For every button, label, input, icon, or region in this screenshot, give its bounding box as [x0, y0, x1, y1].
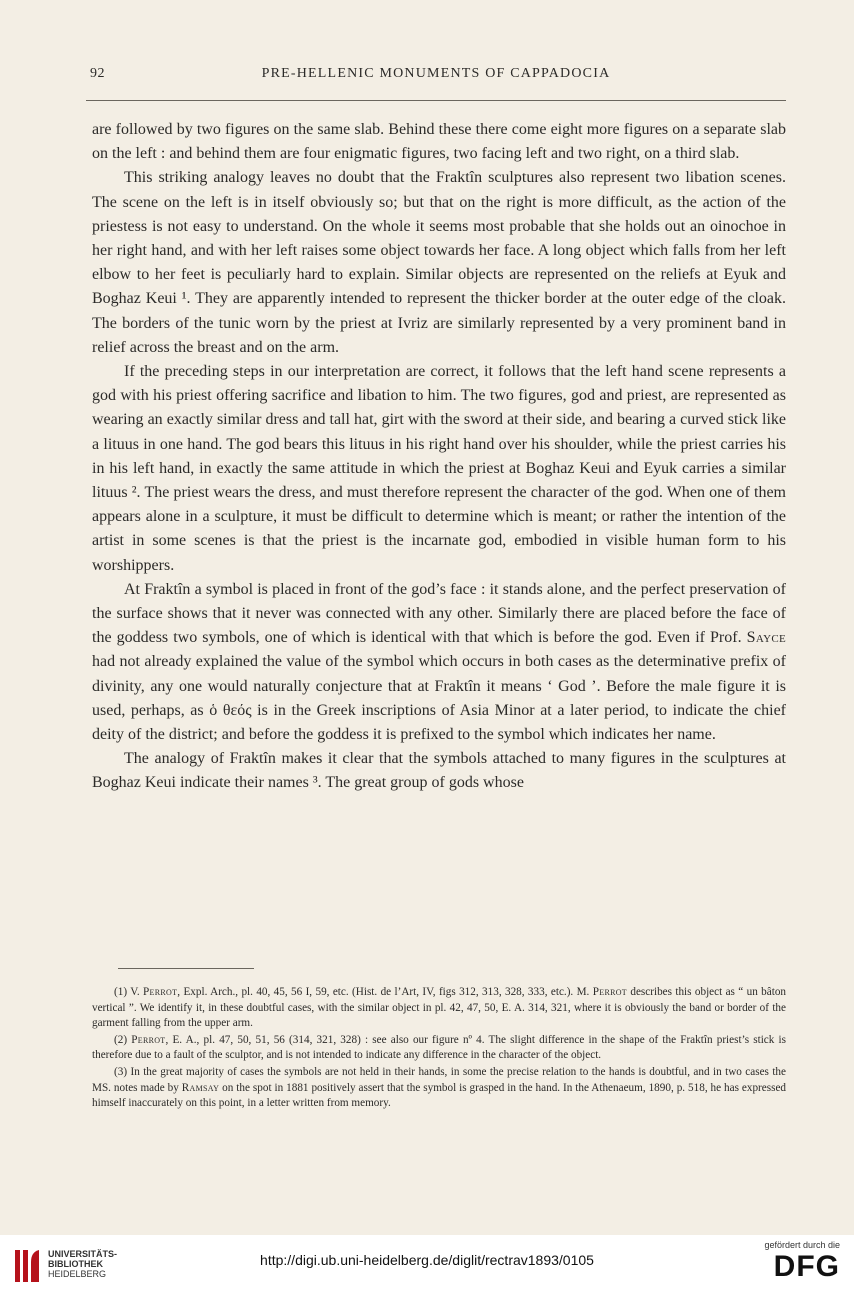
footnote-1-part-b: , Expl. Arch., pl. 40, 45, 56 I, 59, etc. (Hist. de l’Art, IV, figs 312, 313, 328, 333, etc.). M.: [177, 986, 590, 998]
body-text: [92, 118, 786, 796]
ub-line-2: BIBLIOTHEK: [48, 1259, 103, 1269]
paragraph-5: The analogy of Fraktîn makes it clear that the symbols attached to many figures in the sculptures at Boghaz Keui indicate their names ³. The great group of gods whose: [92, 750, 786, 792]
footnote-2: [92, 1033, 786, 1064]
page-number: 92: [90, 66, 105, 81]
footnote-3: [92, 1065, 786, 1112]
permalink-url[interactable]: http://digi.ub.uni-heidelberg.de/diglit/rectrav1893/0105: [260, 1252, 594, 1268]
paragraph-4-part-a: At Fraktîn a symbol is placed in front of the god’s face : it stands alone, and the perfect preservation of the surface shows that it never was connected with any other. Similarly there are placed before the face of the goddess two symbols, one of which is identical with that which is before the god. Even if Prof.: [92, 580, 786, 647]
footnote-3-part-b: on the spot in 1881 positively assert that the symbol is grasped in the hand. In the Athenaeum, 1890, p. 518, he has expressed himself inaccurately on this point, in a letter written from memory.: [92, 1081, 787, 1110]
paragraph-2: This striking analogy leaves no doubt that the Fraktîn sculptures also represent two libation scenes. The scene on the left is in itself obviously so; but that on the right is more difficult, as the action of the priestess is not easy to understand. On the whole it seems most probable that she holds out an oinochoe in her right hand, and with her left raises some object towards her face. A long object which falls from her left elbow to her feet is peculiarly hard to explain. Similar objects are represented on the reliefs at Eyuk and Boghaz Keui ¹. They are apparently intended to represent the thicker border at the outer edge of the cloak. The borders of the tunic worn by the priest at Ivriz are similarly represented by a very prominent band in relief across the breast and on the arm.: [92, 169, 786, 356]
paragraph-1: are followed by two figures on the same slab. Behind these there come eight more figures on a separate slab on the left : and behind them are four enigmatic figures, two facing left and two right, on a third slab.: [92, 121, 786, 163]
dfg-logo[interactable]: DFG: [773, 1250, 840, 1283]
author-name-perrot: Perrot: [592, 986, 627, 998]
ub-line-3: HEIDELBERG: [48, 1269, 107, 1279]
footnote-3-part-a: (3) In the great majority of cases the symbols are not held in their hands, in some the precise relation to the hands is doubtful, and in two cases the MS. notes made by: [92, 1065, 786, 1094]
paragraph-4-part-b: had not already explained the value of the symbol which occurs in both cases as the determinative prefix of divinity, any one would naturally conjecture that at Fraktîn it means ‘ God ’. Before the male figure it is used, perhaps, as ὁ θεός is in the Greek inscriptions of Asia Minor at a later period, to indicate the chief deity of the district; and before the goddess it is prefixed to the symbol which indicates her name.: [92, 653, 786, 744]
running-header: [86, 66, 786, 88]
footnotes: [92, 985, 786, 1113]
author-name-perrot: Perrot: [143, 986, 178, 998]
running-title: PRE-HELLENIC MONUMENTS OF CAPPADOCIA: [261, 66, 611, 81]
paragraph-4: [92, 578, 786, 747]
footnote-rule: [118, 968, 254, 969]
sponsor-label: gefördert durch die: [764, 1240, 840, 1250]
header-rule: [86, 100, 786, 101]
footnote-2-part-a: (2): [114, 1033, 128, 1046]
footnote-1-part-a: (1) V.: [114, 986, 140, 998]
footnote-2-part-b: , E. A., pl. 47, 50, 51, 56 (314, 321, 328) : see also our figure nº 4. The slight difference in the shape of the Fraktîn priest’s stick is therefore due to a fault of the sculptor, and is not intended to indicate any difference in the character of the object.: [92, 1033, 787, 1062]
sponsor-block: [730, 1240, 840, 1284]
footnote-1-part-c: describes this object as “ un bâton vertical ”. We identify it, in these doubtful cases, with the similar object in pl. 42, 47, 50, E. A. 314, 321, where it is obviously the band or border of the garment falling from the upper arm.: [92, 986, 787, 1030]
author-name-perrot: Perrot: [131, 1033, 166, 1046]
paragraph-3: If the preceding steps in our interpretation are correct, it follows that the left hand scene represents a god with his priest offering sacrifice and libation to him. The two figures, god and priest, are represented as wearing an exactly similar dress and tall hat, girt with the sword at their side, and bearing a curved stick like a lituus in one hand. The god bears this lituus in his right hand over his shoulder, while the priest carries his in his left hand, in exactly the same attitude in which the priest at Boghaz Keui and Eyuk carries a similar lituus ². The priest wears the dress, and must therefore represent the character of the god. When one of them appears alone in a sculpture, it must be difficult to determine which is meant; or rather the intention of the artist in some scenes is that the priest is the incarnate god, embodied in visible human form to his worshippers.: [92, 363, 786, 574]
footnote-1: [92, 985, 786, 1032]
ub-line-1: UNIVERSITÄTS-: [48, 1249, 118, 1259]
author-name-sayce: Sayce: [746, 629, 786, 647]
author-name-ramsay: Ramsay: [181, 1081, 220, 1094]
